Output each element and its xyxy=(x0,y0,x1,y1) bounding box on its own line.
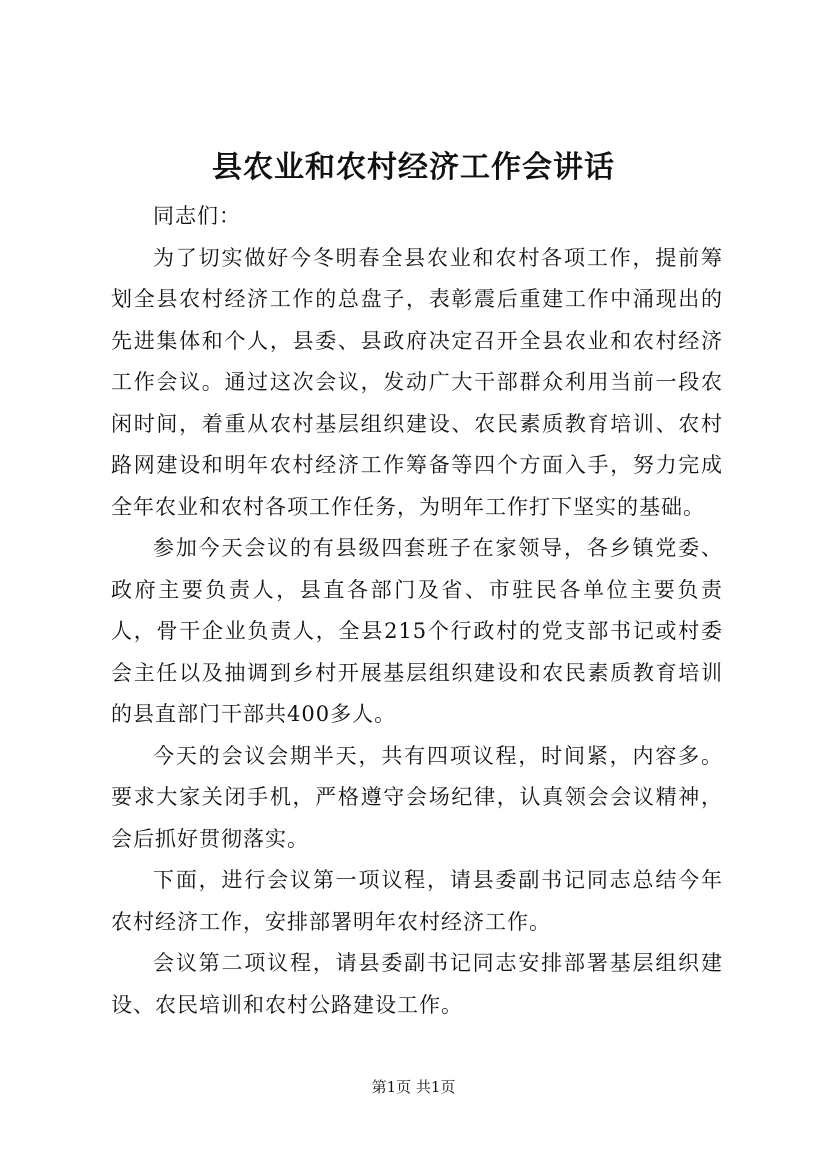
paragraph-item-one: 下面，进行会议第一项议程，请县委副书记同志总结今年农村经济工作，安排部署明年农村经济工作。 xyxy=(111,868,723,934)
document-title: 县农业和农村经济工作会讲话 xyxy=(212,150,615,185)
paragraph-attendees: 参加今天会议的有县级四套班子在家领导，各乡镇党委、政府主要负责人，县直各部门及省、市驻民各单位主要负责人，骨干企业负责人，全县215个行政村的党支部书记或村委会主任以及抽调到乡村开展基层组织建设和农民素质教育培训的县直部门干部共400多人。 xyxy=(111,536,723,726)
paragraph-purpose: 为了切实做好今冬明春全县农业和农村各项工作，提前筹划全县农村经济工作的总盘子，表彰震后重建工作中涌现出的先进集体和个人，县委、县政府决定召开全县农业和农村经济工作会议。通过这次会议，发动广大干部群众利用当前一段农闲时间，着重从农村基层组织建设、农民素质教育培训、农村路网建设和明年农村经济工作筹备等四个方面入手，努力完成全年农业和农村各项工作任务，为明年工作打下坚实的基础。 xyxy=(111,245,723,519)
page-number-footer: 第1页 共1页 xyxy=(371,1078,456,1096)
paragraph-agenda: 今天的会议会期半天，共有四项议程，时间紧，内容多。要求大家关闭手机，严格遵守会场纪律，认真领会会议精神，会后抓好贯彻落实。 xyxy=(111,743,723,851)
paragraph-item-two: 会议第二项议程，请县委副书记同志安排部署基层组织建设、农民培训和农村公路建设工作。 xyxy=(111,951,723,1017)
document-body xyxy=(111,196,723,1026)
salutation: 同志们： xyxy=(153,204,241,228)
